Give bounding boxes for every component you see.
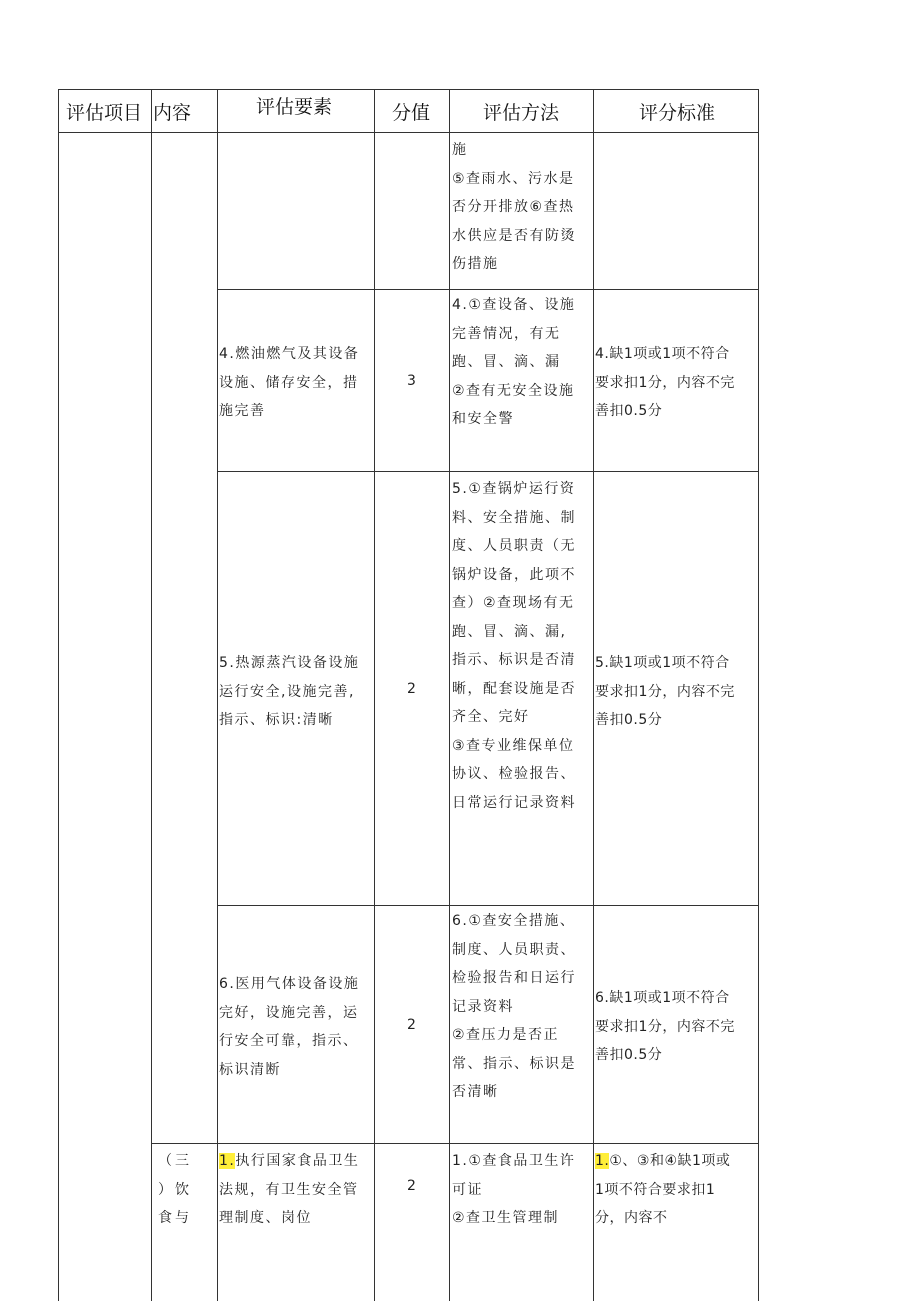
method-cell: 6.①查安全措施、 制度、人员职责、 检验报告和日运行 记录资料 ②查压力是否正 常、指示、标识是 否清晰 xyxy=(452,913,576,1100)
grid-line xyxy=(758,89,759,1301)
highlight-mark: 1. xyxy=(595,1153,610,1169)
grid-line xyxy=(58,132,759,133)
element-cell: 4.燃油燃气及其设备 设施、储存安全，措 施完善 xyxy=(219,346,360,419)
score-cell: 3 xyxy=(407,373,416,389)
grid-line xyxy=(374,89,375,1301)
header-col-content: 内容 xyxy=(153,101,192,124)
score-cell: 2 xyxy=(407,681,416,697)
grid-line xyxy=(151,1143,759,1144)
highlight-mark: 1. xyxy=(219,1153,236,1169)
method-cell: 4.①查设备、设施 完善情况，有无 跑、冒、滴、漏 ②查有无安全设施 和安全警 xyxy=(452,297,576,427)
header-col-item: 评估项目 xyxy=(66,101,143,124)
grid-line xyxy=(217,471,759,472)
element-cell: 5.热源蒸汽设备设施 运行安全,设施完善, 指示、标识:清晰 xyxy=(219,655,360,728)
criteria-text: ①、③和④缺1项或 1项不符合要求扣1 分，内容不 xyxy=(595,1153,731,1226)
score-cell: 2 xyxy=(407,1178,416,1194)
grid-line xyxy=(217,89,218,1301)
grid-line xyxy=(449,89,450,1301)
grid-line xyxy=(593,89,594,1301)
header-col-criteria: 评分标准 xyxy=(639,101,716,124)
header-col-score: 分值 xyxy=(392,101,431,124)
criteria-cell: 5.缺1项或1项不符合 要求扣1分，内容不完 善扣0.5分 xyxy=(595,655,735,728)
score-cell: 2 xyxy=(407,1017,416,1033)
grid-line xyxy=(151,89,152,1301)
criteria-cell: 4.缺1项或1项不符合 要求扣1分，内容不完 善扣0.5分 xyxy=(595,346,735,419)
grid-line xyxy=(217,289,759,290)
method-cell: 5.①查锅炉运行资 料、安全措施、制 度、人员职责（无 锅炉设备，此项不 查）②查现场有无 跑、冒、滴、漏, 指示、标识是否清 晰，配套设施是否 齐全、完好 ③查专业维保单位 协议、检验报告、 日常运行记录资料 xyxy=(452,481,576,811)
element-cell: 6.医用气体设备设施 完好，设施完善，运 行安全可靠，指示、 标识清断 xyxy=(219,976,360,1078)
method-cell: 1.①查食品卫生许 可证 ②查卫生管理制 xyxy=(452,1153,576,1226)
criteria-cell xyxy=(595,1147,757,1233)
content-cell: （三 ）饮 食与 xyxy=(158,1153,192,1226)
grid-line xyxy=(58,89,59,1301)
header-col-method: 评估方法 xyxy=(483,101,560,124)
element-text: 执行国家食品卫生 法规，有卫生安全管 理制度、岗位 xyxy=(219,1153,360,1226)
grid-line xyxy=(217,905,759,906)
header-col-element: 评估要素 xyxy=(256,95,333,118)
element-cell xyxy=(219,1147,374,1233)
criteria-cell: 6.缺1项或1项不符合 要求扣1分，内容不完 善扣0.5分 xyxy=(595,990,735,1063)
method-cell: 施 ⑤查雨水、污水是 否分开排放⑥查热 水供应是否有防烫 伤措施 xyxy=(452,142,576,272)
